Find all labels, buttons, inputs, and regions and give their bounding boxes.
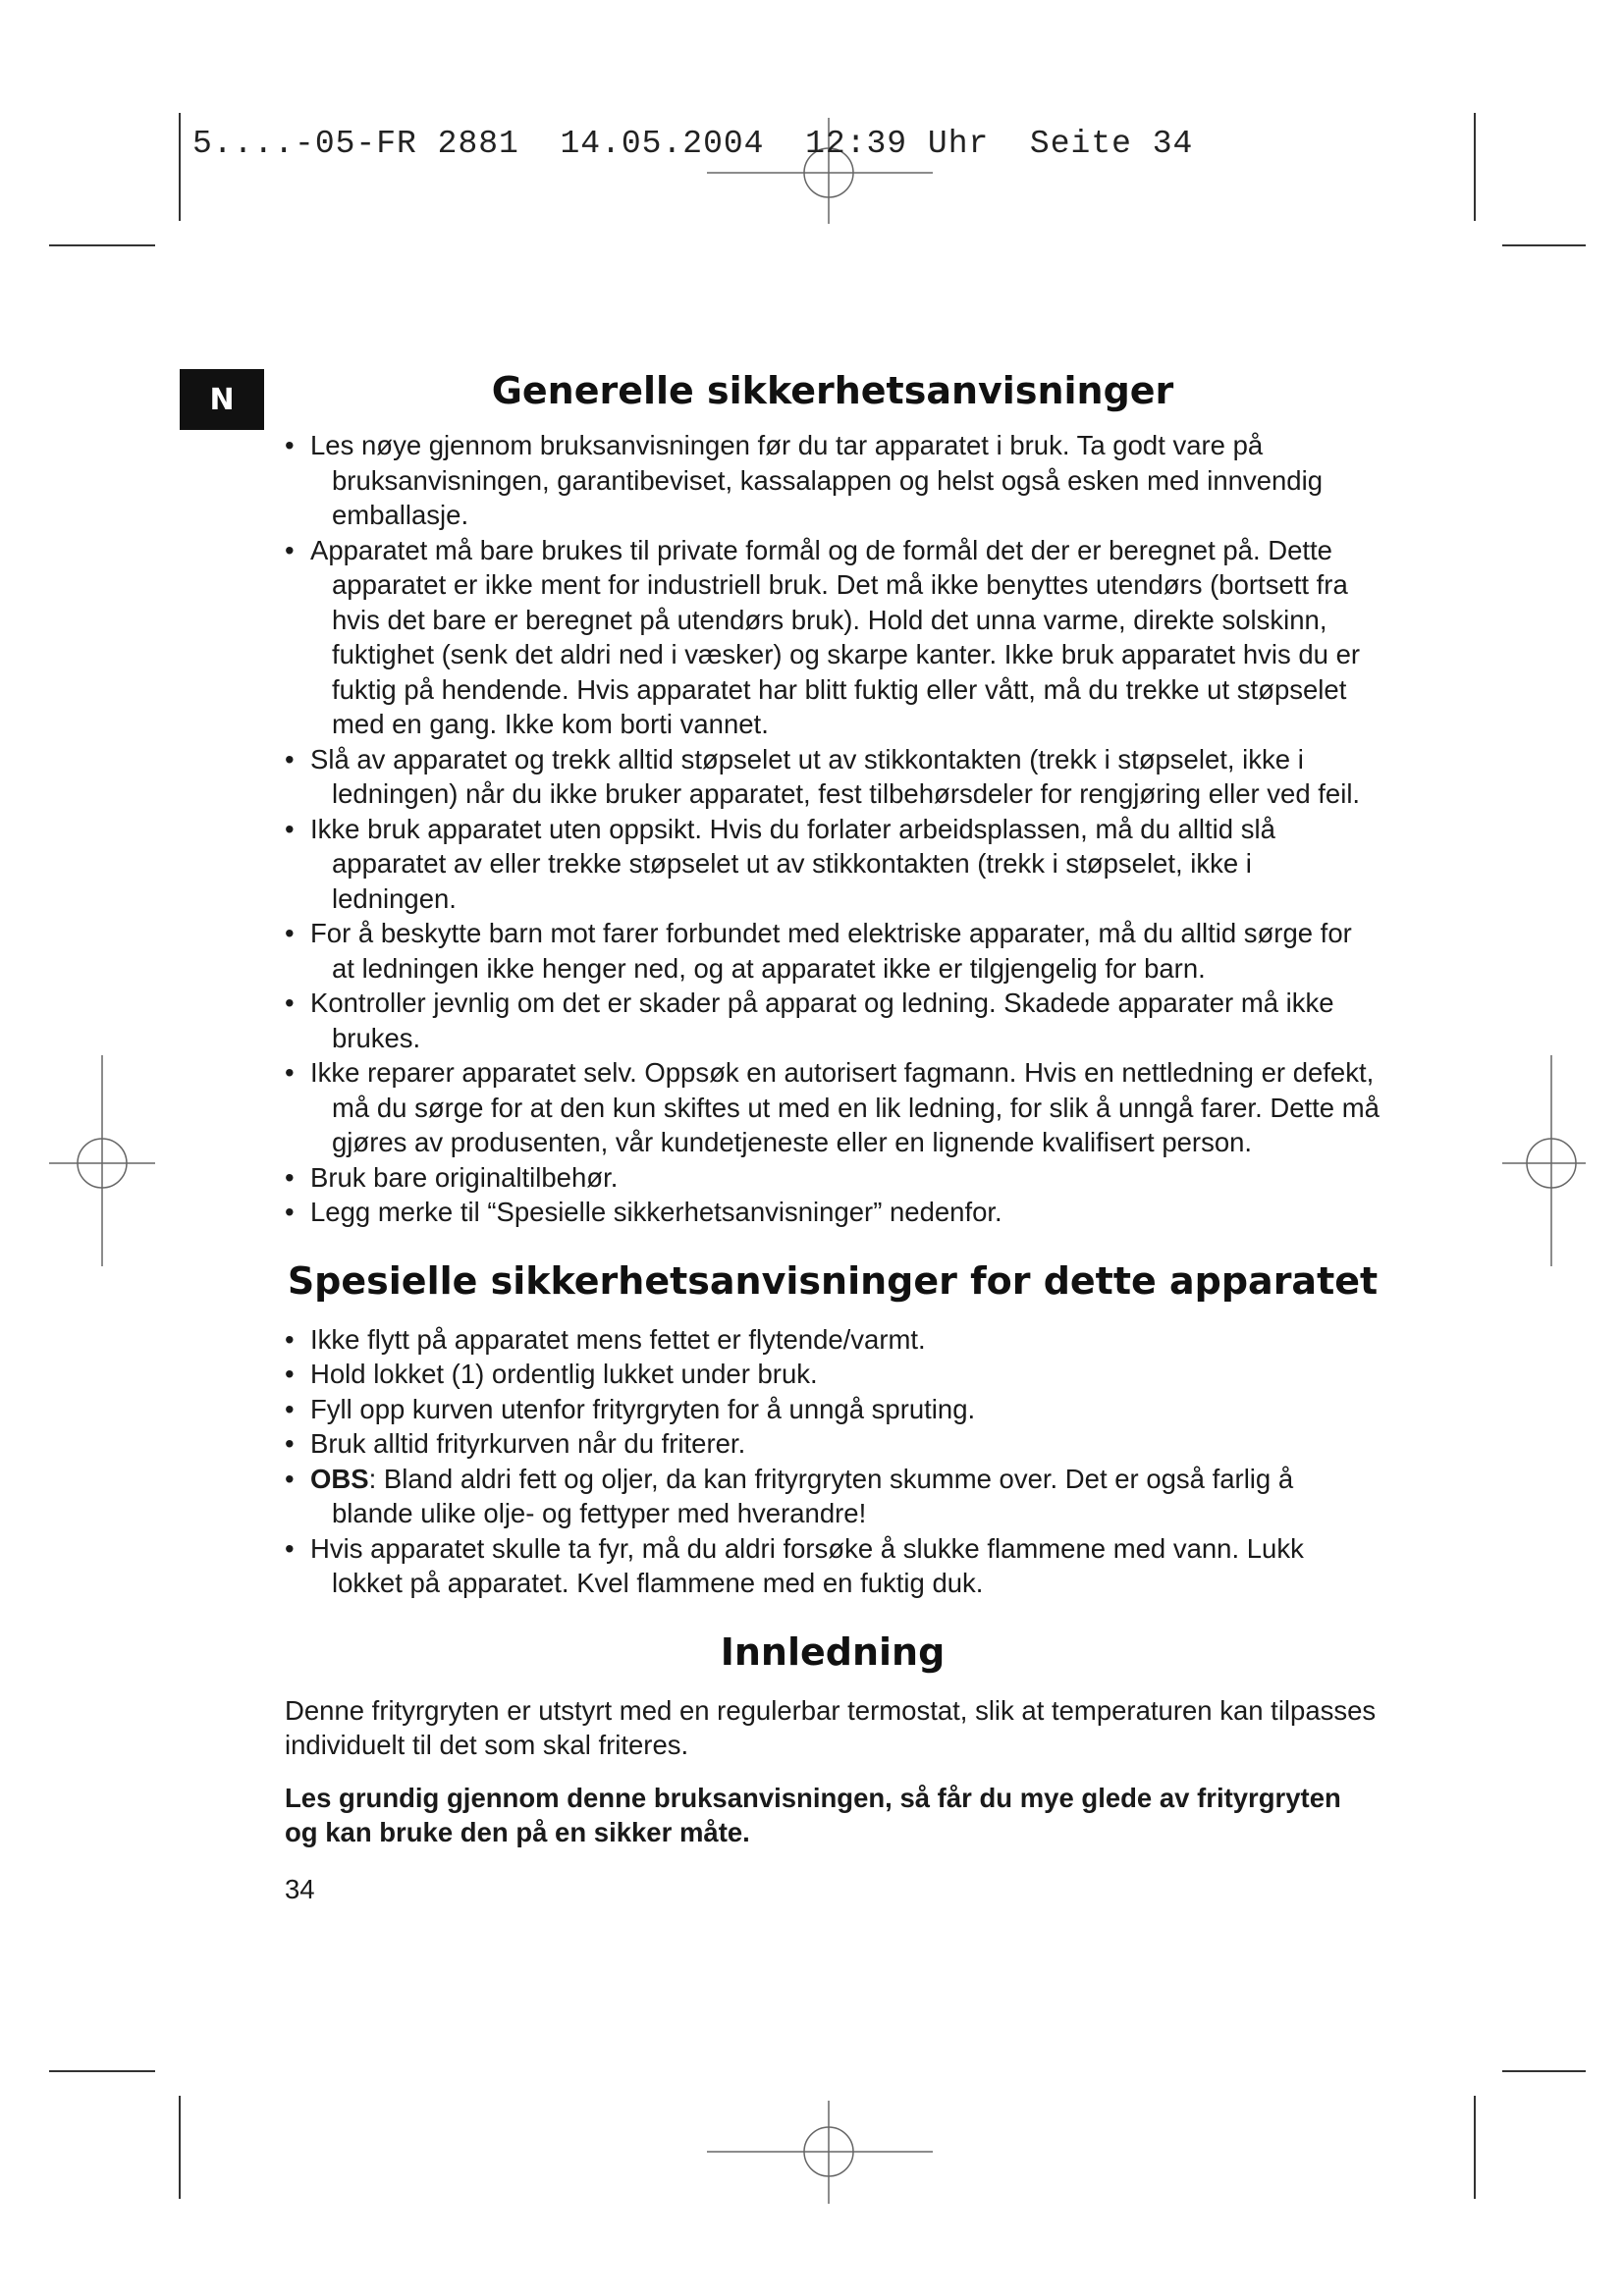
- obs-label: OBS: [310, 1463, 369, 1494]
- list-item: • Slå av apparatet og trekk alltid støpselet ut av stikkontakten (trekk i støpselet, ikke i ledningen) når du ikke bruker apparatet, fest tilbehørsdeler for rengjøring eller ved feil.: [285, 742, 1380, 812]
- list-item: • Fyll opp kurven utenfor frityrgryten for å unngå spruting.: [285, 1392, 1380, 1427]
- list-item: • Hvis apparatet skulle ta fyr, må du aldri forsøke å slukke flammene med vann. Lukk lokket på apparatet. Kvel flammene med en fuktig duk.: [285, 1531, 1380, 1601]
- page-number: 34: [285, 1873, 315, 1904]
- list-item: • Les nøye gjennom bruksanvisningen før du tar apparatet i bruk. Ta godt vare på bruksanvisningen, garantibeviset, kassalappen og helst også esken med innvendig emballasje.: [285, 428, 1380, 533]
- list-item: • Ikke bruk apparatet uten oppsikt. Hvis du forlater arbeidsplassen, må du alltid slå apparatet av eller trekke støpselet ut av stikkontakten (trekk i støpselet, ikke i ledningen.: [285, 812, 1380, 917]
- list-item: • Ikke reparer apparatet selv. Oppsøk en autorisert fagmann. Hvis en nettledning er defekt, må du sørge for at den kun skiftes ut med en lik ledning, for slik å unngå farer. Dette må gjøres av produsenten, vår kundetjeneste eller en lignende kvalifisert person.: [285, 1055, 1380, 1160]
- obs-text: : Bland aldri fett og oljer, da kan frityrgryten skumme over. Det er også farlig å blande ulike olje- og fettyper med hverandre!: [332, 1463, 1294, 1528]
- special-safety-title: Spesielle sikkerhetsanvisninger for dette apparatet: [287, 1258, 1379, 1303]
- obs-list-item: [285, 1462, 1380, 1531]
- list-item: • Bruk bare originaltilbehør.: [285, 1160, 1380, 1196]
- introduction-title: Innledning: [720, 1629, 946, 1674]
- list-item: • Kontroller jevnlig om det er skader på apparat og ledning. Skadede apparater må ikke brukes.: [285, 986, 1380, 1055]
- general-safety-list: [285, 428, 1380, 1230]
- list-item: • Bruk alltid frityrkurven når du friterer.: [285, 1426, 1380, 1462]
- list-item: • Ikke flytt på apparatet mens fettet er flytende/varmt.: [285, 1322, 1380, 1358]
- list-item: • Legg merke til “Spesielle sikkerhetsanvisninger” nedenfor.: [285, 1195, 1380, 1230]
- list-item: • For å beskytte barn mot farer forbundet med elektriske apparater, må du alltid sørge for at ledningen ikke henger ned, og at apparatet ikke er tilgjengelig for barn.: [285, 916, 1380, 986]
- general-safety-title: Generelle sikkerhetsanvisninger: [491, 369, 1174, 412]
- special-safety-list: [285, 1322, 1380, 1601]
- introduction-text: Denne frityrgryten er utstyrt med en regulerbar termostat, slik at temperaturen kan tilpasses individuelt til det som skal friteres.: [285, 1694, 1377, 1760]
- introduction-bold-note: Les grundig gjennom denne bruksanvisningen, så får du mye glede av frityrgryten og kan bruke den på en sikker måte.: [285, 1782, 1341, 1847]
- language-tab: N: [180, 369, 264, 430]
- page-content: [285, 363, 1380, 1905]
- list-item: • Hold lokket (1) ordentlig lukket under bruk.: [285, 1357, 1380, 1392]
- list-item: • Apparatet må bare brukes til private formål og de formål det der er beregnet på. Dette apparatet er ikke ment for industriell bruk. Det må ikke benyttes utendørs (bortsett fra hvis det bare er beregnet på utendørs bruk). Hold det unna varme, direkte solskinn, fuktighet (senk det aldri ned i væsker) og skarpe kanter. Ikke bruk apparatet hvis du er fuktig på hendende. Hvis apparatet har blitt fuktig eller vått, må du trekke ut støpselet med en gang. Ikke kom borti vannet.: [285, 533, 1380, 742]
- print-slug-header: 5....-05-FR 2881 14.05.2004 12:39 Uhr Seite 34: [192, 126, 1194, 162]
